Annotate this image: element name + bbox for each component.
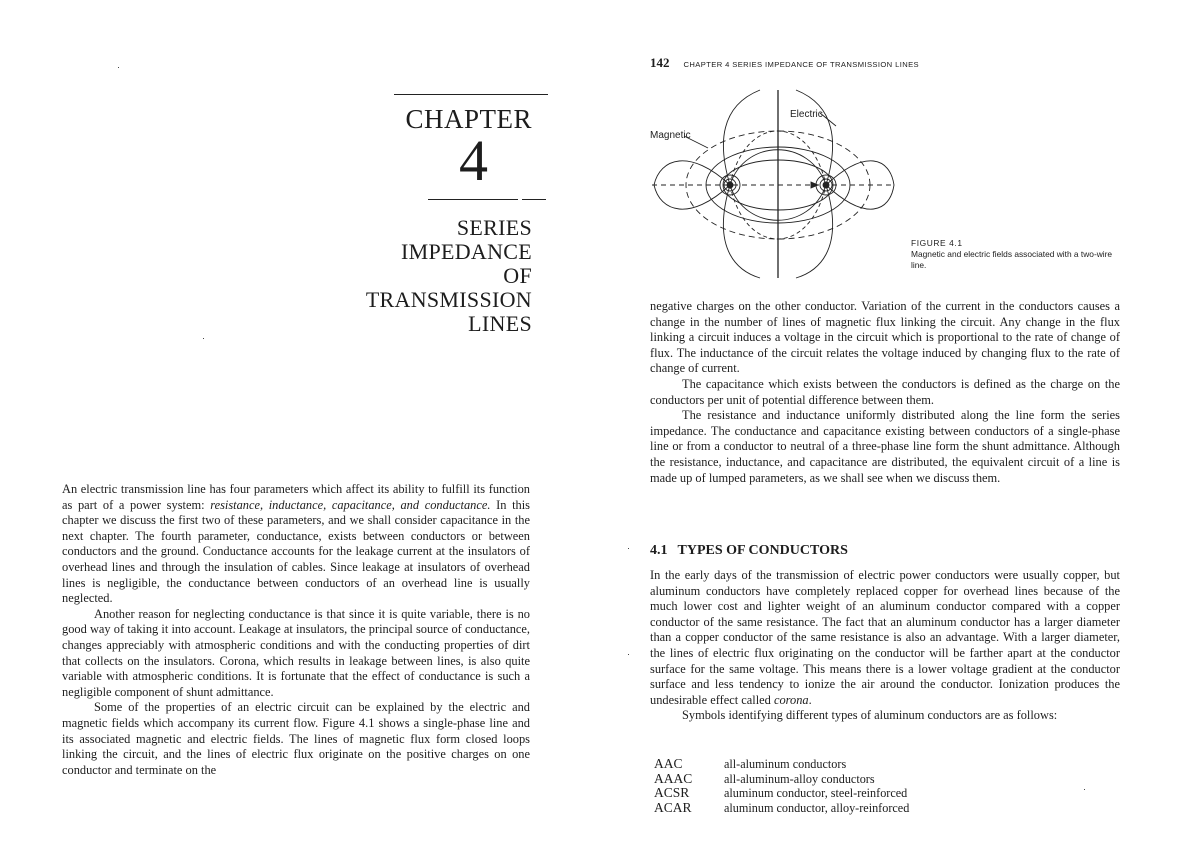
- running-title: CHAPTER 4 SERIES IMPEDANCE OF TRANSMISSION LINES: [683, 60, 920, 69]
- fields-paragraph: Some of the properties of an electric circuit can be explained by the electric and magnetic fields which accompany its current flow. Figure 4.1 shows a single-phase line and its associated magnetic and electric fields. The lines of magnetic flux form closed loops linking the circuit, and the lines of electric flux originate on the positive charges on one conductor and terminate on the: [62, 700, 530, 777]
- section-title: TYPES OF CONDUCTORS: [677, 543, 848, 558]
- title-rule-top: [394, 94, 548, 95]
- title-rule-mid-right: [522, 199, 546, 200]
- figure-4-1: [650, 88, 895, 280]
- list-item: ACAR aluminum conductor, alloy-reinforced: [654, 799, 910, 815]
- right-page: [600, 0, 1200, 849]
- intro-paragraph: An electric transmission line has four parameters which affect its ability to fulfill its function as part of a power system: resistance, inductance, capacitance, and conductance. In this chapter we discuss the first two of these parameters, and we shall consider capacitance in the next chapter. The fourth parameter, conductance, exists between conductors or between conductors and the ground. Conductance accounts for the leakage current at the insulators of overhead lines and through the insulation of cables. Since leakage at insulators of overhead lines is negligible, the conductance between conductors of an overhead line is usually neglected.: [62, 482, 530, 606]
- right-conductor: [823, 182, 829, 188]
- figure-caption: [911, 238, 1126, 271]
- chapter-title-line: LINES: [468, 311, 532, 336]
- scan-speck: [203, 338, 204, 339]
- figure-caption-label: FIGURE 4.1: [911, 238, 963, 248]
- chapter-title-line: IMPEDANCE: [400, 239, 532, 264]
- scan-speck: [628, 654, 629, 655]
- chapter-title-line: OF: [503, 263, 532, 288]
- conductor-types-list: [654, 757, 909, 815]
- left-conductor: [727, 182, 733, 188]
- chapter-label: CHAPTER: [405, 104, 532, 134]
- scan-speck: [628, 548, 629, 549]
- chapter-title-line: SERIES: [456, 215, 532, 240]
- section-heading: [650, 543, 858, 559]
- figure-caption-text: Magnetic and electric fields associated with a two-wire line.: [911, 249, 1113, 270]
- series-impedance-paragraph: The resistance and inductance uniformly distributed along the line form the series impedance. The conductance and capacitance existing between conductors of a single-phase line or from a conductor to neutral of a three-phase line form the shunt admittance. Although the resistance, inductance, and capacitance are distributed, the equivalent circuit of a line is made up of lumped parameters, as we shall see when we discuss them.: [650, 408, 1120, 485]
- electric-flux-arc: [796, 185, 833, 278]
- magnetic-label: Magnetic: [650, 130, 691, 141]
- symbols-intro-paragraph: Symbols identifying different types of aluminum conductors are as follows:: [682, 708, 1058, 723]
- chapter-title-line: TRANSMISSION: [365, 287, 532, 312]
- title-rule-mid: [428, 199, 518, 200]
- list-item: ACSR aluminum conductor, steel-reinforced: [654, 785, 908, 800]
- inductance-paragraph: negative charges on the other conductor. Variation of the current in the conductors causes a change in the number of lines of magnetic flux linking the circuit. Any change in the flux linking a circuit induces a voltage in the circuit which is proportional to the rate of change of flux. The inductance of the circuit relates the voltage induced by changing flux to the rate of change of current.: [650, 299, 1120, 376]
- list-item: AAAC all-aluminum-alloy conductors: [654, 770, 875, 786]
- scan-speck: [1084, 789, 1085, 790]
- running-header: [650, 54, 919, 72]
- electric-flux-arc: [796, 90, 833, 185]
- list-item: AAC all-aluminum conductors: [654, 756, 847, 771]
- arrow-icon: [811, 182, 818, 188]
- scan-speck: [118, 67, 119, 68]
- section-body-text: [650, 568, 1120, 724]
- electric-flux-arc: [723, 185, 760, 278]
- left-body-text: [62, 482, 530, 778]
- right-body-text: [650, 299, 1120, 486]
- conductance-paragraph: Another reason for neglecting conductance is that since it is quite variable, there is no good way of taking it into account. Leakage at insulators, the principal source of conductance, changes appreciably with atmospheric conditions and with the conducting properties of dirt that collects on the insulators. Corona, which results in leakage between lines, is also quite variable with atmospheric conditions. It is fortunate that the effect of conductance is such a negligible component of shunt admittance.: [62, 606, 530, 699]
- electric-flux-arc: [723, 90, 760, 185]
- chapter-title: [366, 216, 532, 336]
- section-number: 4.1: [650, 543, 668, 558]
- page-number: 142: [650, 55, 670, 70]
- electric-label: Electric: [790, 109, 823, 120]
- chapter-number: 4: [459, 128, 488, 193]
- capacitance-paragraph: The capacitance which exists between the conductors is defined as the charge on the conductors per unit of potential difference between them.: [650, 376, 1120, 407]
- conductor-history-paragraph: In the early days of the transmission of electric power conductors were usually copper, but aluminum conductors have completely replaced copper for overhead lines because of the much lower cost and lighter weight of an aluminum conductor compared with a copper conductor of the same resistance. The fact that an aluminum conductor has a larger diameter than a copper conductor of the same resistance is also an advantage. With a larger diameter, the lines of electric flux originating on the conductor will be farther apart at the conductor surface for the same voltage. This means there is a lower voltage gradient at the conductor surface and less tendency to ionize the air around the conductor. Ionization produces the undesirable effect called corona.: [650, 568, 1120, 707]
